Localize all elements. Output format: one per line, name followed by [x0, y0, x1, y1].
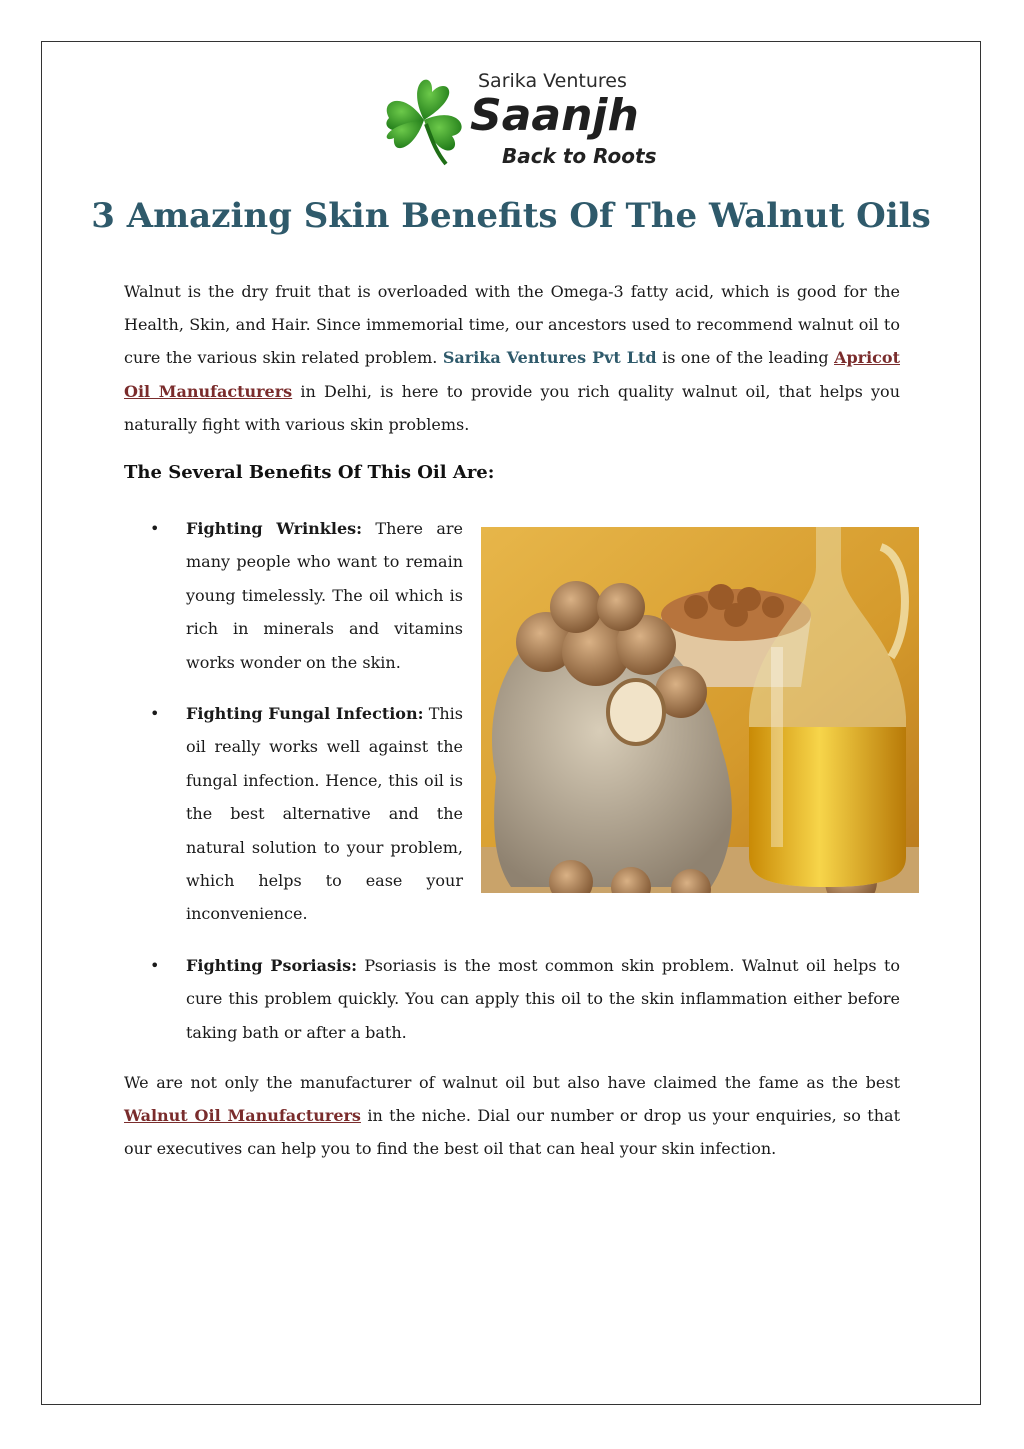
logo-company-name: Sarika Ventures: [478, 70, 627, 92]
intro-text-c: in Delhi, is here to provide you rich quality walnut oil, that helps you naturally fight with various skin problems.: [124, 381, 900, 434]
walnut-oil-link[interactable]: Walnut Oil Manufacturers: [124, 1106, 361, 1126]
page-title: 3 Amazing Skin Benefits Of The Walnut Oils: [91, 196, 931, 236]
benefit-title: Fighting Wrinkles:: [186, 519, 363, 538]
bullet-icon: •: [150, 956, 160, 975]
bullet-icon: •: [150, 519, 160, 538]
benefit-description: This oil really works well against the fungal infection. Hence, this oil is the best alternative and the natural solution to your problem, which helps to ease your inconvenience.: [186, 704, 464, 924]
closing-text-a: We are not only the manufacturer of walnut oil but also have claimed the fame as the best: [124, 1073, 900, 1092]
intro-paragraph: [124, 275, 900, 441]
bullet-icon: •: [150, 704, 160, 723]
benefits-heading: The Several Benefits Of This Oil Are:: [124, 462, 495, 483]
intro-text-a: Walnut is the dry fruit that is overloaded with the Omega-3 fatty acid, which is good for the Health, Skin, and Hair. Since immemorial time, our ancestors used to recommend walnut oil to cure the various skin related problem.: [124, 282, 900, 368]
benefit-text: [186, 697, 463, 931]
walnut-oil-illustration: [481, 527, 919, 893]
benefit-title: Fighting Fungal Infection:: [186, 704, 424, 723]
benefit-text: [186, 949, 900, 1049]
benefit-description: Psoriasis is the most common skin problem. Walnut oil helps to cure this problem quickly. You can apply this oil to the skin inflammation either before taking bath or after a bath.: [186, 956, 901, 1042]
logo-tagline: Back to Roots: [502, 144, 657, 168]
closing-paragraph: [124, 1066, 900, 1166]
benefit-description: There are many people who want to remain young timelessly. The oil which is rich in minerals and vitamins works wonder on the skin.: [186, 519, 463, 672]
benefit-text: [186, 512, 463, 679]
closing-text-b: in the niche. Dial our number or drop us your enquiries, so that our executives can help you to find the best oil that can heal your skin infection.: [124, 1106, 901, 1159]
logo: [374, 64, 657, 180]
clover-icon: [374, 70, 474, 170]
logo-brand-name: Saanjh: [470, 90, 639, 141]
walnut-oil-photo: [481, 527, 919, 893]
company-name: Sarika Ventures Pvt Ltd: [442, 348, 657, 368]
apricot-oil-link[interactable]: Apricot Oil Manufacturers: [124, 348, 900, 401]
benefit-title: Fighting Psoriasis:: [186, 956, 357, 975]
intro-text-b: is one of the leading: [656, 348, 835, 368]
